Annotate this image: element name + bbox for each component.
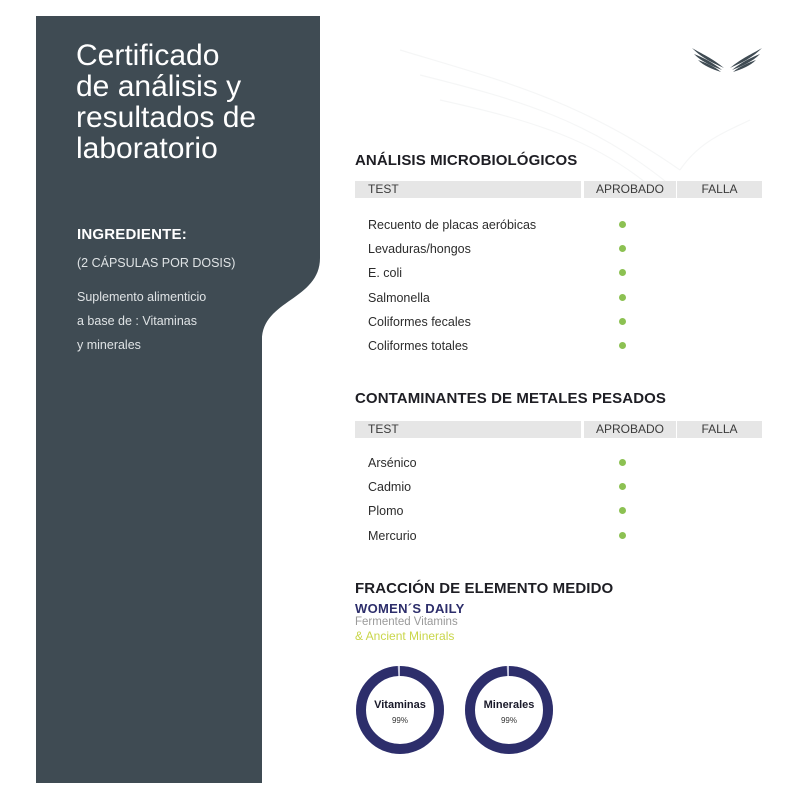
col-pass-header: APROBADO [584,421,676,438]
table-row [368,264,638,282]
ingredient-description [77,285,206,357]
test-name: E. coli [368,266,403,280]
description-line: y minerales [77,338,141,352]
table-row [368,454,638,472]
test-name: Coliformes fecales [368,315,471,329]
test-name: Cadmio [368,480,412,494]
wings-logo-icon [690,44,764,74]
title-line: laboratorio [76,132,218,165]
test-name: Arsénico [368,456,417,470]
description-line: Suplemento alimenticio [77,290,207,304]
brand-subtitle-accent: & Ancient Minerals [355,629,455,643]
ingredient-heading: INGREDIENTE: [77,226,187,243]
table-row [368,289,638,307]
test-name: Coliformes totales [368,339,469,353]
test-name: Salmonella [368,291,430,305]
pass-dot-icon [619,459,626,466]
vitamins-gauge [354,664,446,756]
table-row [368,337,638,355]
gauge-label: Vitaminas [374,699,426,711]
gauge-value: 99% [391,716,408,725]
pass-dot-icon [619,318,626,325]
pass-dot-icon [619,245,626,252]
table-row [368,502,638,520]
table-row [368,478,638,496]
col-test-header: TEST [355,181,581,198]
pass-dot-icon [619,294,626,301]
pass-dot-icon [619,507,626,514]
brand-subtitle: Fermented Vitamins [355,616,458,628]
description-line: a base de : Vitaminas [77,314,197,328]
minerals-gauge [463,664,555,756]
col-fail-header: FALLA [677,421,762,438]
test-name: Mercurio [368,529,417,543]
dose-text: (2 CÁPSULAS POR DOSIS) [77,256,236,270]
micro-table-header [355,181,762,198]
col-test-header: TEST [355,421,581,438]
gauge-label: Minerales [483,699,535,711]
pass-dot-icon [619,221,626,228]
test-name: Recuento de placas aeróbicas [368,218,537,232]
test-name: Levaduras/hongos [368,242,471,256]
title-line: de análisis y [76,70,242,103]
col-fail-header: FALLA [677,181,762,198]
pass-dot-icon [619,483,626,490]
table-row [368,240,638,258]
page-title [76,40,316,164]
pass-dot-icon [619,532,626,539]
table-row [368,216,638,234]
brand-name: WOMEN´S DAILY [355,601,465,616]
pass-dot-icon [619,269,626,276]
metals-table-header [355,421,762,438]
table-row [368,527,638,545]
pass-dot-icon [619,342,626,349]
col-pass-header: APROBADO [584,181,676,198]
metals-section-title: CONTAMINANTES DE METALES PESADOS [355,390,666,407]
gauge-value: 99% [500,716,517,725]
test-name: Plomo [368,504,404,518]
fraction-section-title: FRACCIÓN DE ELEMENTO MEDIDO [355,580,614,597]
title-line: resultados de [76,101,257,134]
micro-section-title: ANÁLISIS MICROBIOLÓGICOS [355,152,578,169]
table-row [368,313,638,331]
title-line: Certificado [76,39,220,72]
